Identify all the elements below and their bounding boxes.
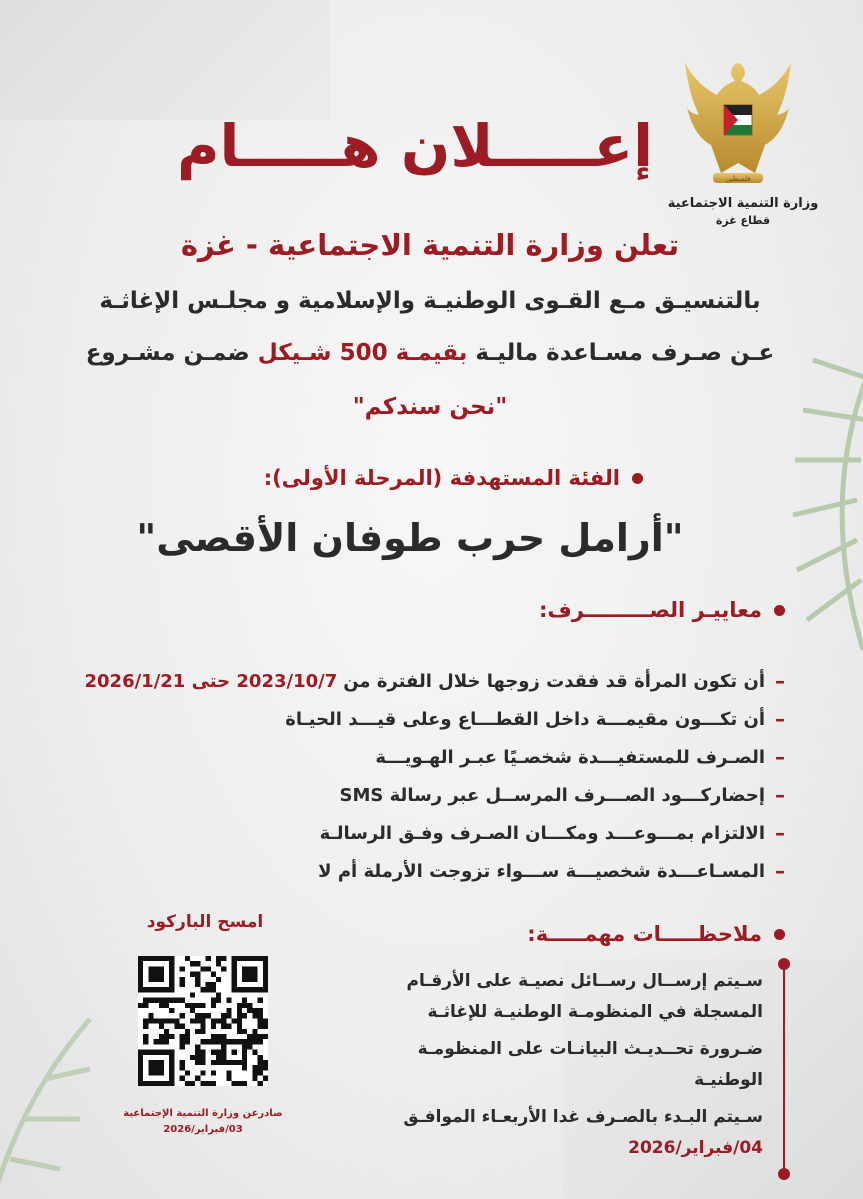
criteria-highlight: 2023/10/7 حتى 2026/1/21: [84, 670, 338, 692]
criteria-text: إحضاركـــود الصـــرف المرســل عبر رسالة SMS: [339, 784, 765, 806]
dash-marker: –: [775, 669, 785, 693]
start-date: 04/فبراير/2026: [628, 1138, 763, 1158]
palm-leaf-decoration-right: [773, 320, 863, 650]
criteria-text: أن تكـــون مقيمـــة داخل القطـــاع وعلى قيـــد الحيـاة: [285, 708, 765, 730]
dash-marker: –: [775, 821, 785, 845]
note-1: [383, 966, 763, 1028]
dash-marker: –: [775, 707, 785, 731]
intro-line-3-start: عـن صـرف مسـاعدة ماليـة: [475, 340, 775, 366]
list-item: [85, 700, 785, 738]
list-item: [85, 776, 785, 814]
list-item: [85, 662, 785, 700]
issued-by: [118, 1106, 288, 1138]
issue-date: 03/فبراير/2026: [163, 1124, 243, 1135]
qr-label: امسح الباركود: [146, 912, 264, 932]
dash-marker: –: [775, 859, 785, 883]
dash-marker: –: [775, 783, 785, 807]
bullet-dot: [774, 929, 785, 940]
criteria-text: الصـرف للمستفيـــدة شخصـيًا عبـر الهـويـــة: [375, 746, 765, 768]
intro-line-2: بالتنسيـق مـع القـوى الوطنيـة والإسلامية و مجلـس الإغاثـة: [99, 288, 761, 314]
criteria-text: الالتزام بمـــوعـــد ومكـــان الصـرف وفـق الرسالـة: [319, 822, 765, 844]
target-group: "أرامل حرب طوفان الأقصى": [136, 516, 684, 560]
emblem-caption: فلسطين: [725, 175, 751, 183]
aid-amount: بقيمـة 500 شـيكل: [257, 340, 468, 366]
intro-line-1: تعلن وزارة التنمية الاجتماعية - غزة: [180, 228, 680, 262]
note-1-line-1: سـيتم إرســال رســائل نصيـة على الأرقـام: [406, 971, 763, 991]
decorative-corner-top-left: [0, 0, 330, 120]
criteria-heading: [539, 598, 785, 622]
list-item: [85, 852, 785, 890]
qr-code[interactable]: [138, 956, 268, 1086]
notes-line-cap-bottom: [778, 1168, 790, 1180]
note-1-line-2: المسجلة في المنظومـة الوطنيـة للإغاثـة: [427, 1002, 763, 1022]
intro-line-3: [60, 340, 800, 366]
dash-marker: –: [775, 745, 785, 769]
note-2-line-2: الوطنيـة: [694, 1070, 763, 1090]
notes-line-cap-top: [778, 958, 790, 970]
note-3-line-1: سـيتم البـدء بالصـرف غدا الأربعـاء الموافـق: [403, 1107, 763, 1127]
criteria-heading-text: معاييـر الصـــــــــرف:: [539, 598, 762, 622]
criteria-list: [85, 662, 785, 890]
note-3: [383, 1102, 763, 1164]
note-2-line-1: ضـرورة تحــديـث البيانـات على المنظومـة: [417, 1039, 763, 1059]
bullet-dot: [774, 605, 785, 616]
list-item: [85, 814, 785, 852]
intro-line-3-end: ضمـن مشـروع: [85, 340, 250, 366]
notes-heading-text: ملاحظـــــات مهمـــــة:: [527, 922, 762, 946]
palm-leaf-decoration-left: [0, 1009, 100, 1199]
bullet-dot: [632, 473, 643, 484]
notes-box: [363, 962, 785, 1176]
ministry-region: قطاع غزة: [715, 214, 771, 227]
target-heading: [264, 466, 643, 490]
palestine-eagle-emblem: [683, 55, 793, 190]
target-heading-text: الفئة المستهدفة (المرحلة الأولى):: [263, 466, 620, 490]
issued-by-line: صادرعن وزارة التنمية الإجتماعية: [123, 1108, 283, 1119]
announcement-title: إعـــــلان هـــــام: [177, 112, 653, 180]
notes-heading: [527, 922, 785, 946]
project-name: "نحن سندكم": [352, 394, 508, 420]
note-2: [383, 1034, 763, 1096]
criteria-text: المسـاعـــدة شخصيـــة ســـواء تزوجت الأرملة أم لا: [318, 860, 765, 882]
list-item: [85, 738, 785, 776]
criteria-text: أن تكون المرأة قد فقدت زوجها خلال الفترة من: [343, 670, 765, 692]
ministry-name: وزارة التنمية الاجتماعية: [667, 196, 819, 211]
